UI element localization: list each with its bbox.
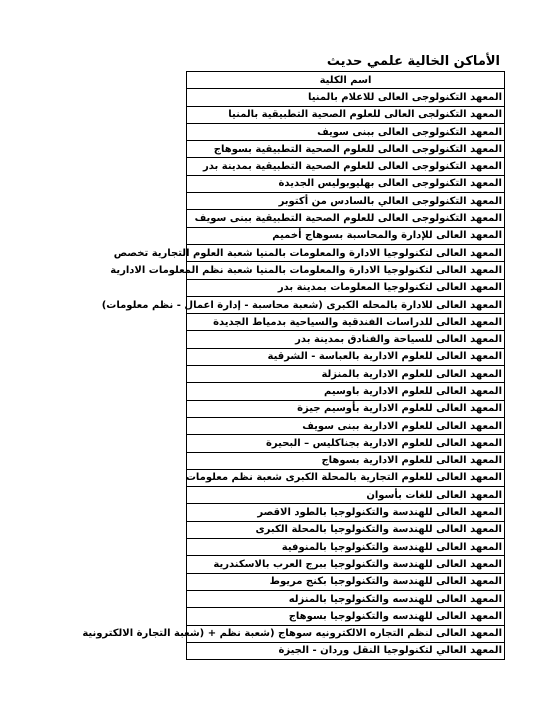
table-cell: المعهد العالى للهندسة والتكنولوجيا بالمنوفية	[187, 539, 505, 556]
table-row	[187, 590, 505, 607]
table-cell: المعهد العالي لتكنولوجيا النقل وردان - الجيزة	[187, 642, 505, 659]
table-row	[187, 366, 505, 383]
table-cell: المعهد العالى لتكنولوجيا الادارة والمعلومات بالمنيا شعبة نظم المعلومات الادارية	[187, 262, 505, 279]
table-row	[187, 521, 505, 538]
colleges-table	[82, 71, 505, 660]
table-cell: المعهد العالى للعلوم التجارية بالمحلة الكبرى شعبة نظم معلومات	[187, 469, 505, 486]
column-header-college-name: اسم الكلية	[187, 72, 505, 89]
table-cell: المعهد العالى للعلوم الادارية بسوهاج	[187, 452, 505, 469]
table-header-row	[187, 72, 505, 89]
table-cell: المعهد العالى لتكنولوجيا الادارة والمعلومات بالمنيا شعبة العلوم التجارية تخصص	[187, 244, 505, 261]
table-row	[187, 89, 505, 106]
table-row	[187, 141, 505, 158]
table-row	[187, 504, 505, 521]
table-cell: المعهد التكنولوجى العالى ببنى سويف	[187, 123, 505, 140]
table-cell: المعهد التكنولوجى العالى للاعلام بالمنيا	[187, 89, 505, 106]
table-cell: المعهد العالى للعلوم الادارية بجناكليس – البحيرة	[187, 435, 505, 452]
table-row	[187, 158, 505, 175]
table-cell: المعهد العالى للهندسة والتكنولوجيا بالمحلة الكبرى	[187, 521, 505, 538]
table-cell: المعهد العالى للهندسه والتكنولوجيا بسوهاج	[187, 608, 505, 625]
table-cell: المعهد العالى للإدارة والمحاسبة بسوهاج أخميم	[187, 227, 505, 244]
table-cell: المعهد العالى للعلوم الادارية ببنى سويف	[187, 417, 505, 434]
table-row	[187, 435, 505, 452]
table-row	[187, 244, 505, 261]
table-cell: المعهد العالى للهندسه والتكنولوجيا بالمنزله	[187, 590, 505, 607]
table-row	[187, 348, 505, 365]
table-row	[187, 625, 505, 642]
table-cell: المعهد العالى للهندسة والتكنولوجيا بكنج مريوط	[187, 573, 505, 590]
table-row	[187, 400, 505, 417]
table-row	[187, 556, 505, 573]
table-cell: المعهد العالى للادارة بالمحله الكبرى (شعبة محاسبة - إدارة اعمال - نظم معلومات)	[187, 296, 505, 313]
table-row	[187, 573, 505, 590]
table-cell: المعهد العالى للعلوم الادارية بالعباسة - الشرقية	[187, 348, 505, 365]
table-cell: المعهد التكنولوجى العالي بالسادس من أكتوبر	[187, 193, 505, 210]
table-cell: المعهد العالى للعلوم الادارية بالمنزلة	[187, 366, 505, 383]
table-cell: المعهد العالى للهندسة والتكنولوجيا ببرج العرب بالاسكندرية	[187, 556, 505, 573]
table-row	[187, 210, 505, 227]
table-row	[187, 279, 505, 296]
table-cell: المعهد العالى للهندسة والتكنولوجيا بالطود الاقصر	[187, 504, 505, 521]
table-cell: المعهد العالى لتكنولوجيا المعلومات بمدينة بدر	[187, 279, 505, 296]
table-cell: المعهد العالى لنظم التجاره الالكترونيه سوهاج (شعبة نظم + (شعبة التجارة الالكترونية	[187, 625, 505, 642]
table-cell: المعهد العالى للعلوم الادارية بأوسيم جيزة	[187, 400, 505, 417]
page-title: الأماكن الخالية علمي حديث	[326, 54, 500, 69]
table-row	[187, 383, 505, 400]
table-row	[187, 417, 505, 434]
table-row	[187, 452, 505, 469]
table-cell: المعهد العالى للسياحة والفنادق بمدينة بدر	[187, 331, 505, 348]
table-row	[187, 642, 505, 659]
table-row	[187, 487, 505, 504]
table-row	[187, 123, 505, 140]
table-cell: المعهد التكنولوجى العالى للعلوم الصحية التطبيقية ببنى سويف	[187, 210, 505, 227]
table-row	[187, 227, 505, 244]
table-row	[187, 331, 505, 348]
table-cell: المعهد العالى للدراسات الفندقية والسياحية بدمياط الجديدة	[187, 314, 505, 331]
table-row	[187, 314, 505, 331]
table-row	[187, 262, 505, 279]
table-cell: المعهد العالى للعلوم الادارية باوسيم	[187, 383, 505, 400]
colleges-table-wrapper	[82, 71, 505, 660]
table-cell: المعهد التكنولجى العالى للعلوم الصحية التطبيقية بالمنيا	[187, 106, 505, 123]
table-row	[187, 469, 505, 486]
table-body	[82, 89, 505, 660]
table-row	[187, 175, 505, 192]
table-cell: المعهد التكنولوجى العالى للعلوم الصحية التطبيقية بسوهاج	[187, 141, 505, 158]
table-cell: المعهد العالى للغات بأسوان	[187, 487, 505, 504]
table-row	[187, 539, 505, 556]
table-row	[187, 106, 505, 123]
table-row	[187, 608, 505, 625]
table-cell: المعهد التكنولوجى العالى للعلوم الصحية التطبيقية بمدينة بدر	[187, 158, 505, 175]
table-row	[187, 296, 505, 313]
table-cell: المعهد التكنولوجى العالى بهليوبوليس الجديدة	[187, 175, 505, 192]
table-row	[187, 193, 505, 210]
